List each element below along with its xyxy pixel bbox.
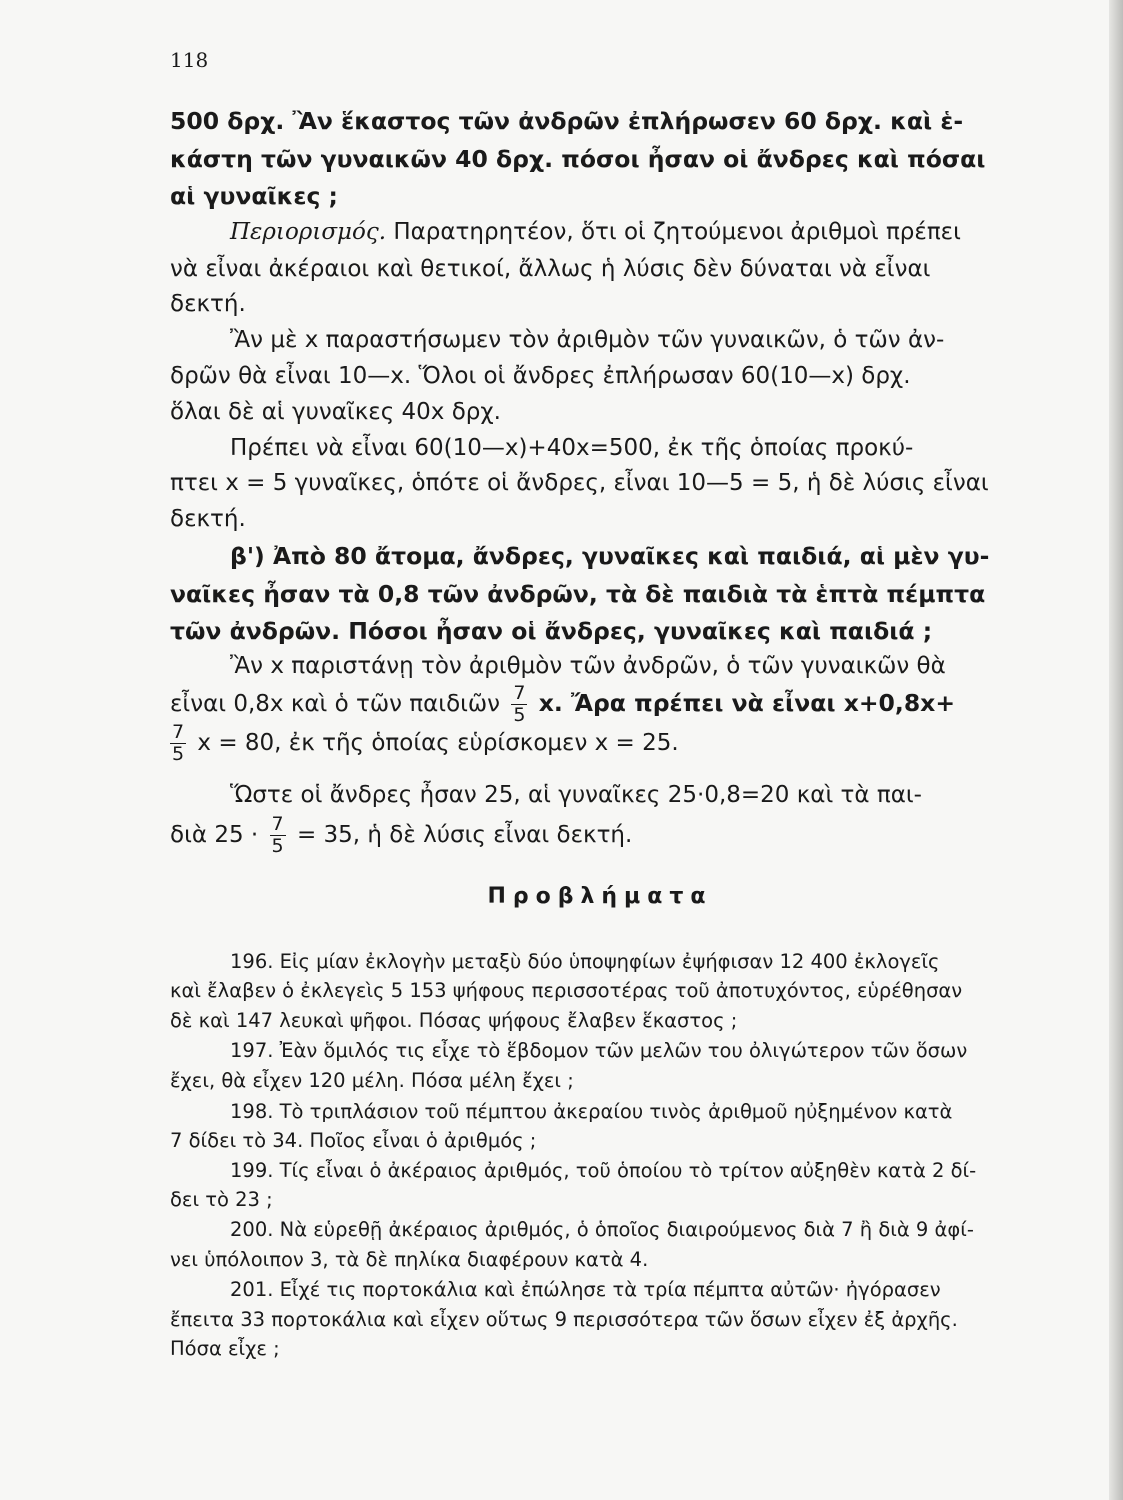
fraction-denominator: 5 xyxy=(271,834,284,857)
problem-line: 7 δίδει τὸ 34. Ποῖος εἶναι ὁ ἀριθμός ; xyxy=(170,1129,537,1152)
fraction-denominator: 5 xyxy=(172,742,185,765)
text-line: ὅλαι δὲ αἱ γυναῖκες 40x δρχ. xyxy=(170,399,501,425)
problem-line: 200. Νὰ εὑρεθῇ ἀκέραιος ἀριθμός, ὁ ὁποῖος διαιρούμενος διὰ 7 ἢ διὰ 9 ἀφί- xyxy=(230,1218,974,1241)
problem-line: νει ὑπόλοιπον 3, τὰ δὲ πηλίκα διαφέρουν κατὰ 4. xyxy=(170,1248,649,1271)
text-line: Ὥστε οἱ ἄνδρες ἦσαν 25, αἱ γυναῖκες 25·0,8=20 καὶ τὰ παι- xyxy=(230,782,922,808)
text-line xyxy=(170,722,1030,765)
text-span: διὰ 25 · xyxy=(170,821,259,848)
fraction xyxy=(170,722,186,765)
text-line: Ἂν x παριστάνῃ τὸν ἀριθμὸν τῶν ἀνδρῶν, ὁ τῶν γυναικῶν θὰ xyxy=(230,653,946,679)
text-line: Ἂν μὲ x παραστήσωμεν τὸν ἀριθμὸν τῶν γυναικῶν, ὁ τῶν ἀν- xyxy=(230,327,945,353)
section-heading: Προβλήματα xyxy=(487,884,713,909)
text-line: νὰ εἶναι ἀκέραιοι καὶ θετικοί, ἄλλως ἡ λύσις δὲν δύναται νὰ εἶναι xyxy=(170,256,931,282)
text-line: ναῖκες ἦσαν τὰ 0,8 τῶν ἀνδρῶν, τὰ δὲ παιδιὰ τὰ ἑπτὰ πέμπτα xyxy=(170,580,986,608)
page-number: 118 xyxy=(170,48,209,72)
page-edge-shadow xyxy=(1109,0,1123,1500)
problem-line: Πόσα εἶχε ; xyxy=(170,1337,280,1360)
fraction-numerator: 7 xyxy=(513,682,526,704)
fraction-denominator: 5 xyxy=(513,703,526,726)
fraction xyxy=(511,683,527,726)
text-line: πτει x = 5 γυναῖκες, ὁπότε οἱ ἄνδρες, εἶναι 10—5 = 5, ἡ δὲ λύσις εἶναι xyxy=(170,470,989,496)
text-line: τῶν ἀνδρῶν. Πόσοι ἦσαν οἱ ἄνδρες, γυναῖκες καὶ παιδιά ; xyxy=(170,617,933,645)
problem-line: ἔχει, θὰ εἶχεν 120 μέλη. Πόσα μέλη ἔχει ; xyxy=(170,1069,574,1092)
text-line: κάστη τῶν γυναικῶν 40 δρχ. πόσοι ἦσαν οἱ ἄνδρες καὶ πόσαι xyxy=(170,145,986,173)
problem-line: ἔπειτα 33 πορτοκάλια καὶ εἶχεν οὕτως 9 περισσότερα τῶν ὅσων εἶχεν ἐξ ἀρχῆς. xyxy=(170,1308,958,1331)
text-span: Παρατηρητέον, ὅτι οἱ ζητούμενοι ἀριθμοὶ πρέπει xyxy=(386,219,961,245)
text-line: 500 δρχ. Ἂν ἕκαστος τῶν ἀνδρῶν ἐπλήρωσεν 60 δρχ. καὶ ἑ- xyxy=(170,107,964,135)
problem-line: δει τὸ 23 ; xyxy=(170,1188,273,1211)
problem-line: 196. Εἰς μίαν ἐκλογὴν μεταξὺ δύο ὑποψηφίων ἐψήφισαν 12 400 ἐκλογεῖς xyxy=(230,950,940,973)
text-line xyxy=(170,219,1090,245)
problem-line: 199. Τίς εἶναι ὁ ἀκέραιος ἀριθμός, τοῦ ὁποίου τὸ τρίτον αὐξηθὲν κατὰ 2 δί- xyxy=(230,1159,977,1182)
text-line: δεκτή. xyxy=(170,291,246,317)
problem-line: 198. Τὸ τριπλάσιον τοῦ πέμπτου ἀκεραίου τινὸς ἀριθμοῦ ηὐξημένον κατὰ xyxy=(230,1100,953,1123)
problem-line: καὶ ἔλαβεν ὁ ἐκλεγεὶς 5 153 ψήφους περισσοτέρας τοῦ ἀποτυχόντος, εὑρέθησαν xyxy=(170,979,963,1002)
text-line: αἱ γυναῖκες ; xyxy=(170,182,338,210)
section-label: Περιορισμός. xyxy=(230,219,387,245)
fraction-numerator: 7 xyxy=(271,813,284,835)
problem-line: 197. Ἐὰν ὅμιλός τις εἶχε τὸ ἕβδομον τῶν μελῶν του ὀλιγώτερον τῶν ὅσων xyxy=(230,1039,968,1062)
fraction-numerator: 7 xyxy=(172,721,185,743)
text-span: = 35, ἡ δὲ λύσις εἶναι δεκτή. xyxy=(296,821,633,848)
text-span: εἶναι 0,8x καὶ ὁ τῶν παιδιῶν xyxy=(170,690,501,717)
text-line xyxy=(170,683,1030,726)
problem-line: 201. Εἶχέ τις πορτοκάλια καὶ ἐπώλησε τὰ τρία πέμπτα αὐτῶν· ἠγόρασεν xyxy=(230,1278,941,1301)
text-span: x = 80, ἐκ τῆς ὁποίας εὑρίσκομεν x = 25. xyxy=(197,729,679,756)
fraction xyxy=(270,814,286,857)
text-line: β') Ἀπὸ 80 ἄτομα, ἄνδρες, γυναῖκες καὶ παιδιά, αἱ μὲν γυ- xyxy=(230,542,990,570)
text-line xyxy=(170,814,1030,857)
text-line: δρῶν θὰ εἶναι 10—x. Ὅλοι οἱ ἄνδρες ἐπλήρωσαν 60(10—x) δρχ. xyxy=(170,363,911,389)
problem-line: δὲ καὶ 147 λευκαὶ ψῆφοι. Πόσας ψήφους ἔλαβεν ἕκαστος ; xyxy=(170,1009,738,1032)
text-line: Πρέπει νὰ εἶναι 60(10—x)+40x=500, ἐκ τῆς ὁποίας προκύ- xyxy=(230,435,914,461)
text-line: δεκτή. xyxy=(170,506,246,532)
text-span: x. Ἄρα πρέπει νὰ εἶναι x+0,8x+ xyxy=(538,688,956,717)
